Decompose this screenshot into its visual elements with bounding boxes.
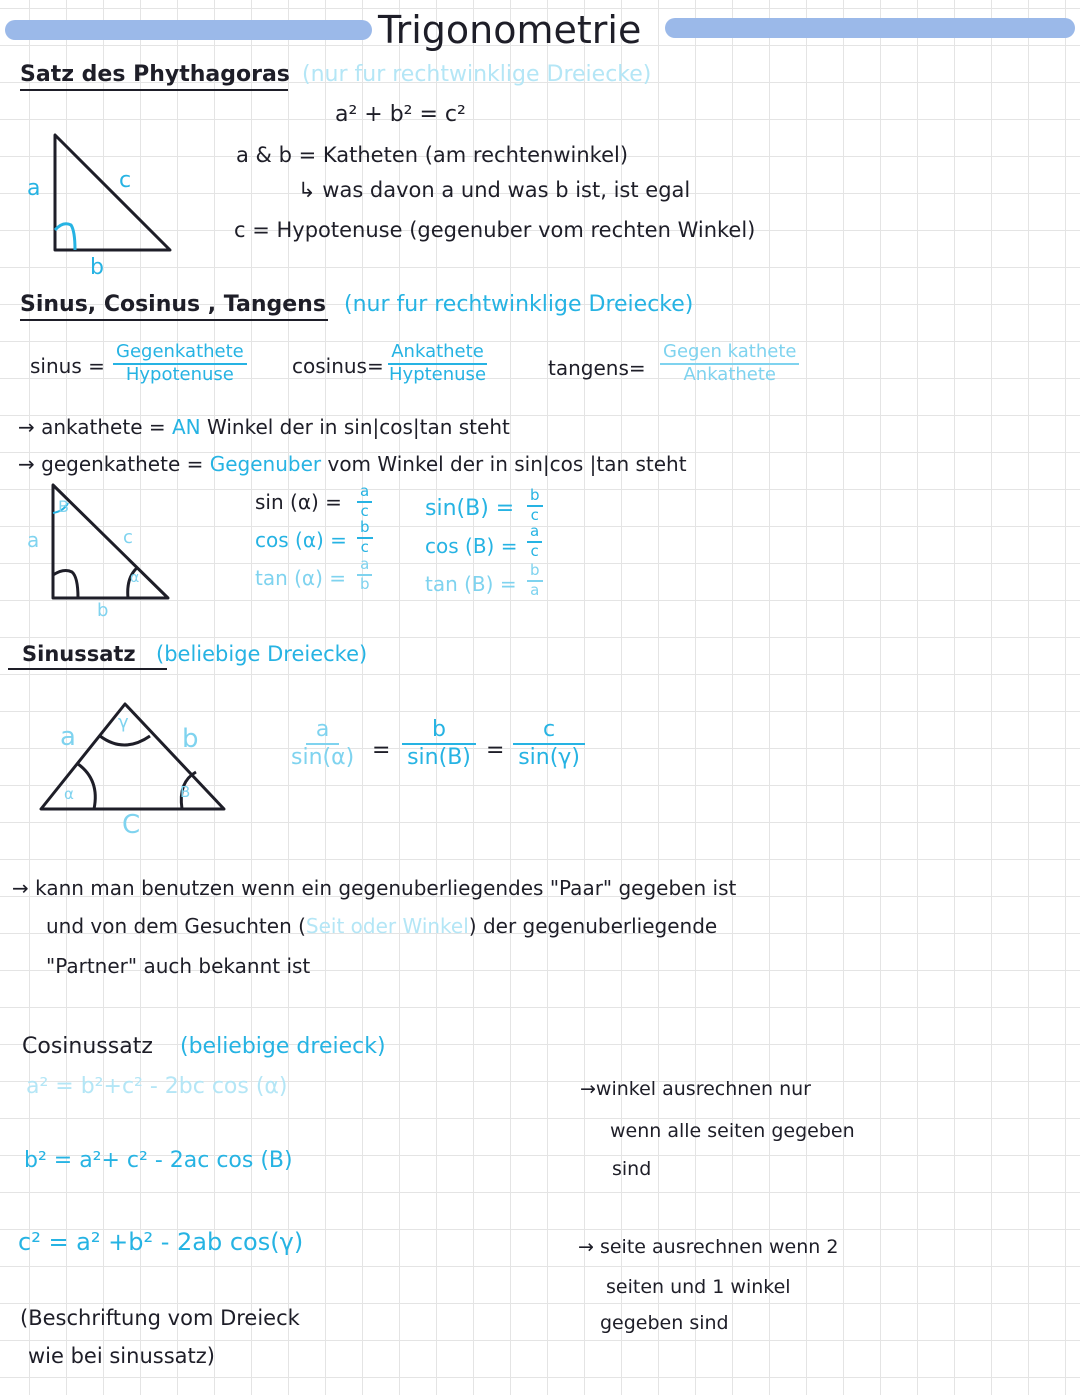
cos-alpha-num: b [357,520,373,539]
gegenkathete-rest: vom Winkel der in sin|cos |tan steht [327,452,687,476]
tan-alpha-den: b [360,574,370,593]
cosinussatz-formula-b: b² = a²+ c² - 2ac cos (B) [24,1148,293,1173]
cos-beta-num: a [527,524,542,543]
trig-label-beta: B [58,497,69,516]
sinussatz-den-c: sin(γ) [518,745,580,771]
cosinus-label: cosinus= [292,354,384,378]
sin-alpha-den: c [360,501,369,520]
page-title: Trigonometrie [378,8,642,52]
pythagoras-formula: a² + b² = c² [335,102,466,127]
trig-label-a: a [27,528,40,552]
sin-alpha-pre: sin (α) = [255,490,342,514]
gegenkathete-line [18,452,687,476]
pythagoras-label-b: b [90,255,104,280]
sinussatz-label-alpha: α [64,785,74,803]
side-note-2-line-3: gegeben sind [600,1312,729,1334]
sinussatz-label-beta: B [180,783,191,801]
tan-beta-fraction [527,563,543,599]
sinussatz-num-b: b [402,718,476,745]
cosinussatz-note: (beliebige dreieck) [180,1034,386,1059]
pythagoras-line-3: c = Hypotenuse (gegenuber vom rechten Winkel) [234,218,756,242]
sinussatz-num-c: c [513,718,585,745]
tan-beta-num: b [527,563,543,582]
sinussatz-note: (beliebige Dreiecke) [156,642,368,666]
tangens-fraction [660,343,799,385]
cosinussatz-heading: Cosinussatz [22,1034,153,1059]
tan-alpha-pre: tan (α) = [255,566,347,590]
tan-beta-pre: tan (B) = [425,572,517,596]
arrow-icon: → [18,452,35,476]
sinussatz-fraction-a [288,718,357,769]
sinus-fraction [113,343,247,385]
trig-heading: Sinus, Cosinus , Tangens [20,292,328,321]
tan-alpha-fraction [357,557,373,593]
side-note-1-line-2: wenn alle seiten gegeben [610,1120,855,1142]
trig-label-c: c [123,527,133,548]
sinussatz-label-c: C [122,810,141,840]
sin-alpha-num: a [357,484,372,503]
ankathete-line [18,415,510,439]
cosinussatz-formula-c: c² = a² +b² - 2ab cos(γ) [18,1228,304,1256]
sinus-numerator: Gegenkathete [113,343,247,365]
ankathete-rest: Winkel der in sin|cos|tan steht [207,415,510,439]
sinussatz-num-a: a [306,718,339,745]
tangens-numerator: Gegen kathete [660,343,799,365]
pythagoras-line-2: ↳ was davon a und was b ist, ist egal [298,178,691,202]
sinussatz-den-b: sin(B) [407,745,471,771]
sin-beta-fraction [527,488,543,524]
footer-line-1: (Beschriftung vom Dreieck [20,1306,300,1330]
gegenkathete-term: gegenkathete = [41,452,204,476]
pythagoras-label-a: a [27,176,41,201]
cosinussatz-formula-a: a² = b²+c² - 2bc cos (α) [26,1074,288,1099]
sin-beta-den: c [530,505,539,524]
sinussatz-note-line-1: → kann man benutzen wenn ein gegenuberliegendes "Paar" gegeben ist [12,876,737,900]
pythagoras-line-1: a & b = Katheten (am rechtenwinkel) [236,143,629,167]
sinussatz-heading: Sinussatz [8,642,167,670]
tan-beta-den: a [530,580,540,599]
pythagoras-note: (nur fur rechtwinklige Dreiecke) [302,62,652,87]
sinussatz-fraction-c [513,718,585,769]
cos-beta-fraction [527,524,542,560]
tangens-label: tangens= [548,356,646,380]
side-note-2-line-1: → seite ausrechnen wenn 2 [578,1236,839,1258]
cos-beta-den: c [530,541,539,560]
sin-beta-pre: sin(B) = [425,496,515,521]
sin-beta-num: b [527,488,543,507]
note-line-2-highlight: Seit oder Winkel [305,914,469,938]
footer-line-2: wie bei sinussatz) [28,1344,215,1368]
sinus-denominator: Hypotenuse [125,363,234,385]
sinussatz-label-a: a [60,722,76,752]
pythagoras-heading: Satz des Phythagoras [20,62,288,91]
trig-label-b: b [97,600,109,621]
note-line-2-start: und von dem Gesuchten ( [46,914,306,938]
sinussatz-label-gamma: γ [118,712,129,733]
sinussatz-den-a: sin(α) [291,745,355,771]
cos-alpha-fraction [357,520,373,556]
tan-alpha-num: a [357,557,372,576]
title-bar-right [665,18,1075,38]
cosinus-fraction [386,343,489,385]
right-triangle-pythagoras [45,135,180,255]
cos-alpha-pre: cos (α) = [255,528,347,552]
cosinus-numerator: Ankathete [388,343,487,365]
sinussatz-fraction-b [402,718,476,769]
sinussatz-note-line-2 [46,914,717,938]
sinussatz-note-line-3: "Partner" auch bekannt ist [46,954,311,978]
side-note-1-line-3: sind [612,1158,652,1180]
sinus-label: sinus = [30,354,105,378]
note-line-2-end: ) der gegenuberliegende [468,914,718,938]
title-bar-left [5,20,372,40]
trig-label-alpha: α [130,570,140,586]
sinussatz-label-b: b [182,724,199,754]
equals-1: = [372,738,391,763]
arrow-icon: → [18,415,35,439]
cosinus-denominator: Hyptenuse [389,363,487,385]
ankathete-value: AN [172,415,201,439]
side-note-2-line-2: seiten und 1 winkel [606,1276,791,1298]
tangens-denominator: Ankathete [683,363,776,385]
cos-beta-pre: cos (B) = [425,534,518,558]
trig-note: (nur fur rechtwinklige Dreiecke) [344,292,694,317]
sin-alpha-fraction [357,484,372,520]
ankathete-term: ankathete = [41,415,166,439]
cos-alpha-den: c [360,537,369,556]
equals-2: = [486,738,505,763]
gegenkathete-value: Gegenuber [209,452,322,476]
pythagoras-label-c: c [119,168,132,193]
side-note-1-line-1: →winkel ausrechnen nur [580,1078,811,1100]
